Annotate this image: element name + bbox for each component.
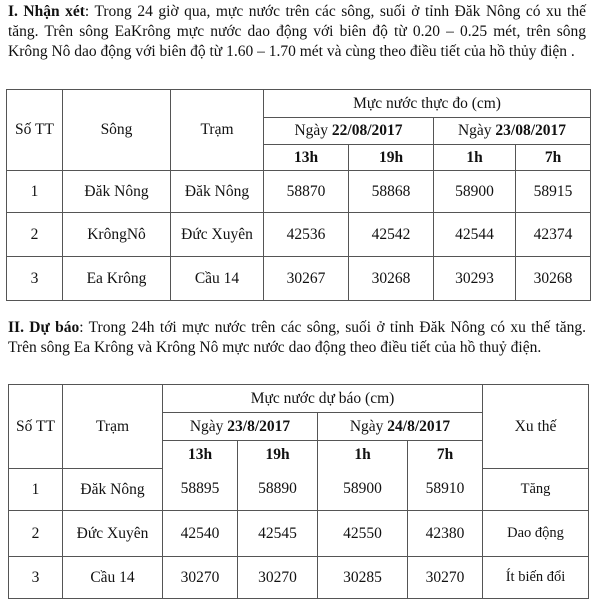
t2-value: 30270	[163, 557, 238, 599]
t2-header-day1: Ngày 23/8/2017	[163, 413, 318, 441]
t2-trend: Ít biến đổi	[483, 557, 589, 599]
forecast-water-level-table	[8, 384, 589, 599]
t1-value: 42536	[264, 213, 349, 257]
t2-stt: 3	[9, 557, 63, 599]
t2-header-trend: Xu thế	[483, 385, 589, 469]
t1-value: 30293	[434, 257, 516, 301]
table-row	[9, 557, 589, 599]
t1-value: 42374	[516, 213, 591, 257]
section2-heading: II. Dự báo	[8, 319, 80, 336]
t2-value: 58895	[163, 469, 238, 511]
t2-hour-13h: 13h	[163, 441, 238, 469]
t2-value: 42380	[408, 511, 483, 557]
t1-river: Đăk Nông	[63, 171, 171, 213]
t2-trend: Dao động	[483, 511, 589, 557]
t1-header-station: Trạm	[171, 90, 264, 171]
t1-hour-13h: 13h	[264, 145, 349, 171]
t2-value: 42550	[318, 511, 408, 557]
section1-text: : Trong 24 giờ qua, mực nước trên các sông, suối ở tỉnh Đăk Nông có xu thế tăng. Trên sông EaKrông mực nước dao động với biên độ từ 0.20 – 0.25 mét, trên sông Krông Nô dao động với biên độ từ 1.60 – 1.70 mét và cùng theo điều tiết của hồ thủy điện .	[8, 3, 586, 60]
t1-hour-7h: 7h	[516, 145, 591, 171]
t1-station: Đăk Nông	[171, 171, 264, 213]
t2-header-stt: Số TT	[9, 385, 63, 469]
section1-heading: I. Nhận xét	[8, 3, 85, 20]
t2-value: 58910	[408, 469, 483, 511]
t1-value: 30268	[349, 257, 434, 301]
t1-value: 58870	[264, 171, 349, 213]
t1-river: KrôngNô	[63, 213, 171, 257]
t2-header-group: Mực nước dự báo (cm)	[163, 385, 483, 413]
t2-value: 30270	[408, 557, 483, 599]
t2-value: 58900	[318, 469, 408, 511]
section2-paragraph	[8, 318, 586, 358]
t1-stt: 1	[7, 171, 63, 213]
t2-station: Đức Xuyên	[63, 511, 163, 557]
t2-stt: 1	[9, 469, 63, 511]
t2-header-station: Trạm	[63, 385, 163, 469]
t1-stt: 2	[7, 213, 63, 257]
t1-stt: 3	[7, 257, 63, 301]
t1-header-day2: Ngày 23/08/2017	[434, 118, 591, 145]
section1-paragraph	[8, 2, 586, 62]
t1-value: 42544	[434, 213, 516, 257]
table-row	[7, 213, 591, 257]
t1-header-stt: Số TT	[7, 90, 63, 171]
t2-station: Cầu 14	[63, 557, 163, 599]
t1-value: 30267	[264, 257, 349, 301]
table-row	[9, 511, 589, 557]
t1-header-group: Mực nước thực đo (cm)	[264, 90, 591, 118]
t2-hour-19h: 19h	[238, 441, 318, 469]
t2-value: 42540	[163, 511, 238, 557]
t1-hour-19h: 19h	[349, 145, 434, 171]
t1-station: Cầu 14	[171, 257, 264, 301]
t2-hour-7h: 7h	[408, 441, 483, 469]
section2-text: : Trong 24h tới mực nước trên các sông, suối ở tỉnh Đăk Nông có xu thế tăng. Trên sông Ea Krông và Krông Nô mực nước dao động theo điều tiết của hồ thuỷ điện.	[8, 319, 586, 356]
t1-value: 58900	[434, 171, 516, 213]
t1-river: Ea Krông	[63, 257, 171, 301]
observed-water-level-table	[6, 89, 591, 301]
t1-value: 30268	[516, 257, 591, 301]
t1-value: 58868	[349, 171, 434, 213]
t1-station: Đức Xuyên	[171, 213, 264, 257]
t2-header-day2: Ngày 24/8/2017	[318, 413, 483, 441]
t2-value: 58890	[238, 469, 318, 511]
table-row	[7, 171, 591, 213]
t2-value: 42545	[238, 511, 318, 557]
t2-stt: 2	[9, 511, 63, 557]
t2-value: 30270	[238, 557, 318, 599]
t1-value: 58915	[516, 171, 591, 213]
t2-station: Đăk Nông	[63, 469, 163, 511]
t1-header-river: Sông	[63, 90, 171, 171]
t1-hour-1h: 1h	[434, 145, 516, 171]
t2-hour-1h: 1h	[318, 441, 408, 469]
t2-value: 30285	[318, 557, 408, 599]
table-row	[7, 257, 591, 301]
t1-header-day1: Ngày 22/08/2017	[264, 118, 434, 145]
table-row	[9, 469, 589, 511]
t1-value: 42542	[349, 213, 434, 257]
t2-trend: Tăng	[483, 469, 589, 511]
